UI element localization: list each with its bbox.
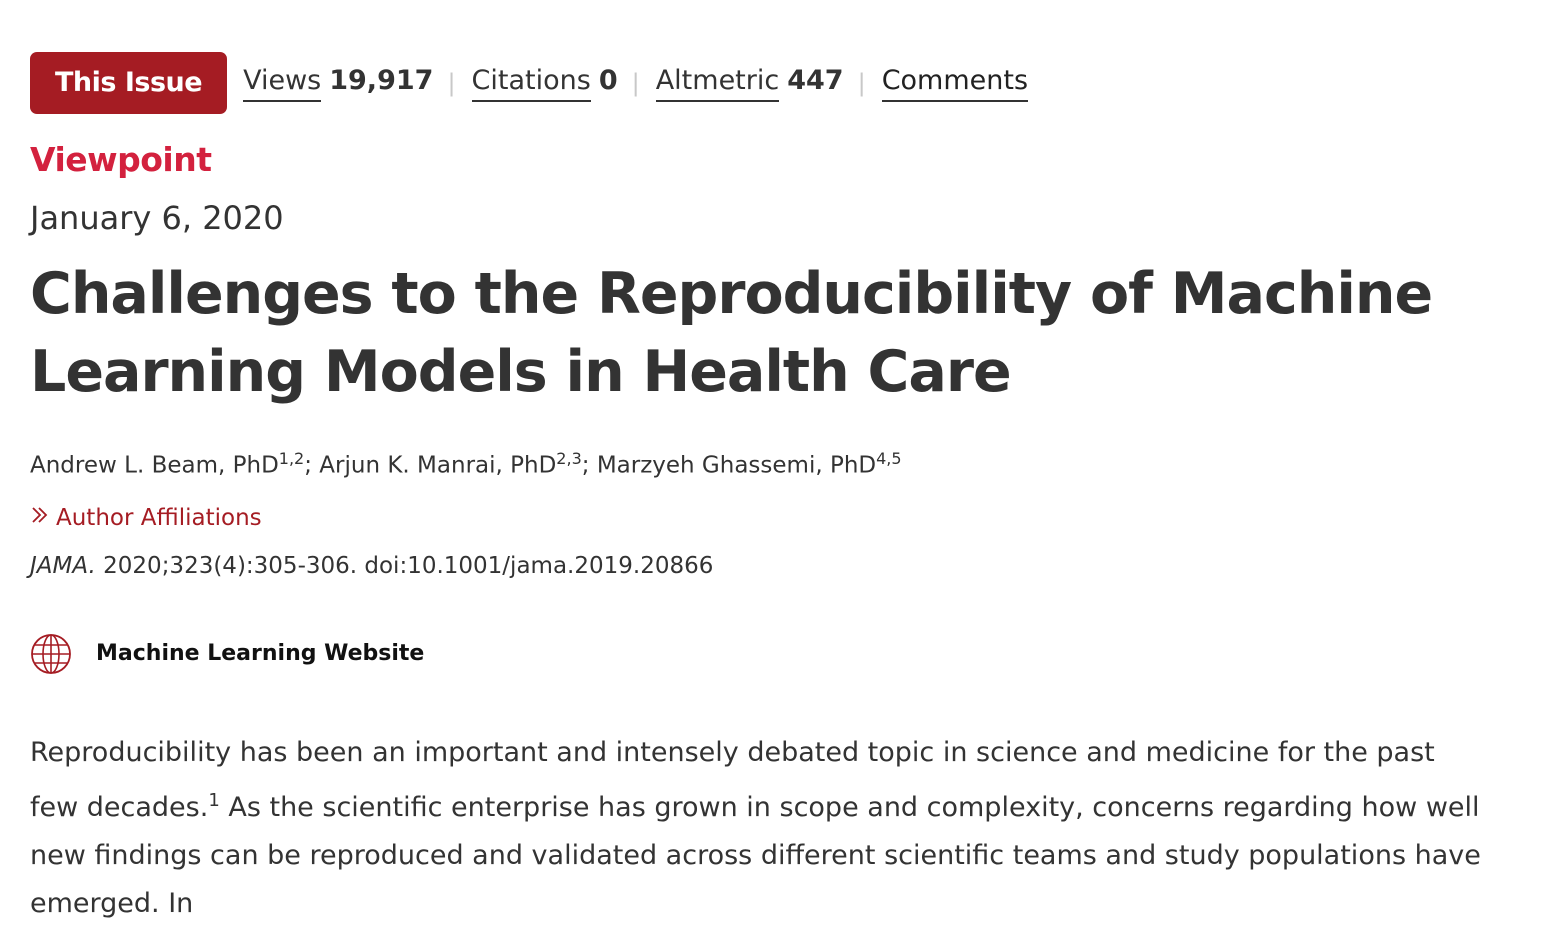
author-separator: ; bbox=[581, 452, 597, 479]
author-name[interactable]: Andrew L. Beam, PhD bbox=[30, 452, 279, 479]
citations-metric bbox=[472, 65, 618, 102]
altmetric-metric bbox=[656, 65, 844, 102]
metric-separator: | bbox=[857, 69, 866, 97]
this-issue-button[interactable]: This Issue bbox=[30, 52, 227, 114]
body-text-part: Reproducibility has been an important and intensely debated topic in science and medicine for the past few decades. bbox=[30, 736, 1435, 823]
views-link[interactable]: Views bbox=[243, 65, 321, 102]
article-title: Challenges to the Reproducibility of Machine Learning Models in Health Care bbox=[30, 261, 1433, 405]
author-name[interactable]: Marzyeh Ghassemi, PhD bbox=[596, 452, 877, 479]
double-chevron-right-icon bbox=[30, 505, 50, 531]
author-affiliation-marker: 2,3 bbox=[556, 449, 582, 468]
author-affiliations-toggle[interactable] bbox=[30, 505, 1520, 531]
machine-learning-website-link[interactable] bbox=[30, 633, 1520, 675]
publication-date: January 6, 2020 bbox=[30, 199, 284, 237]
views-count: 19,917 bbox=[329, 64, 434, 96]
author-list bbox=[30, 449, 1520, 479]
comments-metric bbox=[882, 65, 1028, 102]
body-text-part: As the scientific enterprise has grown in scope and complexity, concerns regarding how well new findings can be reproduced and validated across different scientific teams and study populations have emerged. In bbox=[30, 791, 1481, 919]
author-affiliation-marker: 4,5 bbox=[876, 449, 902, 468]
altmetric-link[interactable]: Altmetric bbox=[656, 65, 780, 102]
article-body-paragraph bbox=[30, 729, 1490, 928]
comments-link[interactable]: Comments bbox=[882, 65, 1028, 102]
globe-icon bbox=[30, 633, 72, 675]
views-metric bbox=[243, 65, 433, 102]
article-metrics-bar bbox=[30, 52, 1520, 114]
citation-details: 2020;323(4):305-306. doi:10.1001/jama.2019.20866 bbox=[95, 552, 714, 579]
article-header bbox=[30, 52, 1520, 928]
author-separator: ; bbox=[304, 452, 320, 479]
metric-separator: | bbox=[447, 69, 456, 97]
website-label: Machine Learning Website bbox=[96, 641, 425, 667]
author-affiliation-marker: 1,2 bbox=[278, 449, 305, 468]
article-section-label[interactable]: Viewpoint bbox=[30, 140, 212, 179]
reference-marker[interactable]: 1 bbox=[208, 789, 220, 811]
citations-count: 0 bbox=[598, 64, 618, 96]
article-citation bbox=[30, 553, 1520, 579]
journal-name: JAMA. bbox=[30, 552, 96, 579]
metric-separator: | bbox=[631, 69, 640, 97]
citations-link[interactable]: Citations bbox=[472, 65, 591, 102]
author-affiliations-label: Author Affiliations bbox=[56, 504, 262, 531]
author-name[interactable]: Arjun K. Manrai, PhD bbox=[319, 452, 557, 479]
altmetric-score: 447 bbox=[787, 64, 844, 96]
